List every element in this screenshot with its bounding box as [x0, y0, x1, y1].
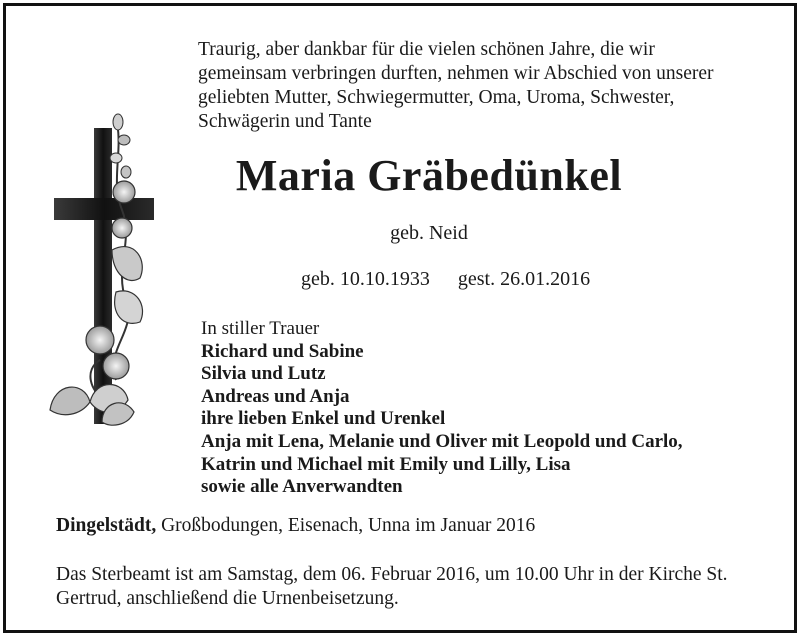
- mourner-line: Silvia und Lutz: [201, 363, 326, 385]
- place-rest: Großbodungen, Eisenach, Unna im Januar 2016: [156, 515, 536, 536]
- death-date: gest. 26.01.2016: [457, 268, 591, 290]
- place-and-date: [56, 515, 535, 537]
- life-dates: [301, 268, 590, 291]
- mourning-intro: In stiller Trauer: [201, 318, 320, 339]
- place-main: Dingelstädt,: [56, 515, 157, 536]
- mourner-line: Katrin und Michael mit Emily und Lilly, Lisa: [201, 453, 571, 475]
- intro-text: Traurig, aber dankbar für die vielen schönen Jahre, die wir gemeinsam verbringen durften, nehmen wir Abschied von unserer geliebten Mutter, Schwiegermutter, Oma, Uroma, Schwester, Schwägerin und Tante: [198, 39, 714, 132]
- mourners-list: [201, 318, 683, 499]
- mourner-line: sowie alle Anverwandten: [201, 476, 403, 498]
- deceased-name: Maria Gräbedünkel: [235, 151, 623, 200]
- mourner-line: Richard und Sabine: [201, 340, 364, 362]
- birth-date: geb. 10.10.1933: [301, 268, 430, 290]
- service-text: Das Sterbeamt ist am Samstag, dem 06. Februar 2016, um 10.00 Uhr in der Kirche St. Gertrud, anschließend die Urnenbeisetzung.: [56, 564, 728, 609]
- mourner-line: ihre lieben Enkel und Urenkel: [201, 408, 446, 430]
- mourner-line: Anja mit Lena, Melanie und Oliver mit Leopold und Carlo,: [201, 430, 683, 452]
- mourner-line: Andreas und Anja: [201, 385, 350, 407]
- birth-name: geb. Neid: [390, 222, 468, 244]
